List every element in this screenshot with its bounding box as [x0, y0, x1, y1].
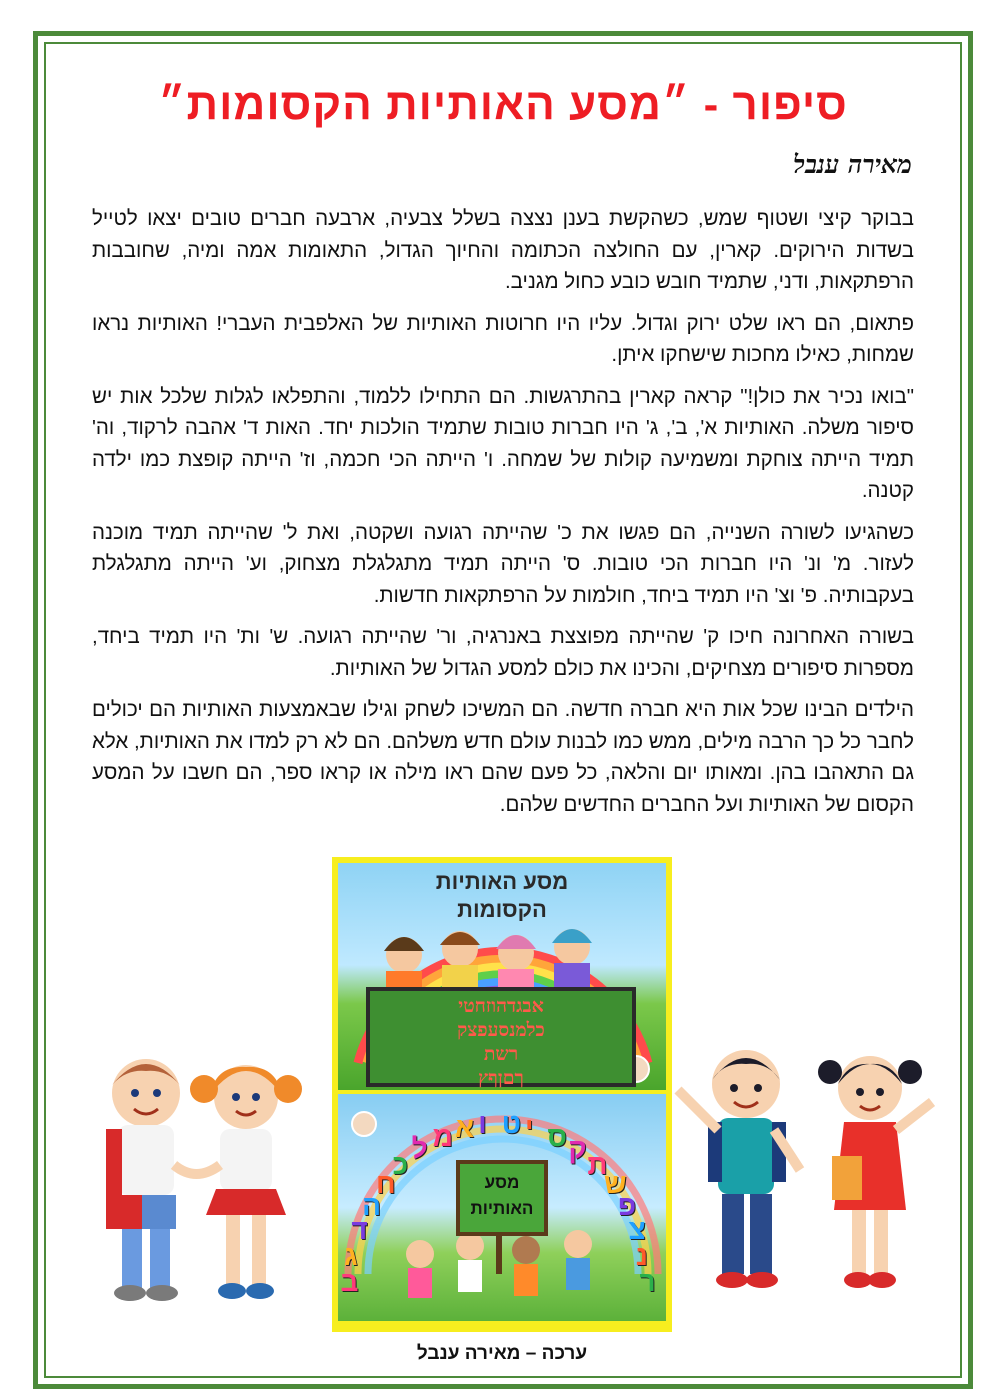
arc-letter: צ	[628, 1213, 646, 1245]
cover-bottom-panel	[338, 1094, 666, 1321]
arc-letter: ל	[411, 1132, 428, 1164]
board-row: אבגדהוזחטי	[458, 995, 544, 1017]
arc-letter: ו	[478, 1108, 487, 1140]
arc-letter: ת	[587, 1148, 608, 1180]
story-paragraph: הילדים הבינו שכל אות היא חברה חדשה. הם המשיכו לשחק וגילו שבאמצעות האותיות הם יכולים לחבר כל כך הרבה מילים, ממש כמו לבנות עולם חדש משלהם. הם לא רק למדו את האותיות, אלא גם התאהבו בהן. ומאותו יום והלאה, כל פעם שהם ראו מילה או קראו ספר, הם חשבו על המסע הקסום של האותיות ועל החברים החדשים שלהם.	[92, 698, 914, 816]
arc-letter: י	[525, 1112, 534, 1144]
sign-line1: מסע	[484, 1173, 520, 1192]
board-row: כלמנסעפצק	[457, 1019, 545, 1041]
board-row: רשת	[483, 1043, 519, 1065]
arc-letter: כ	[392, 1148, 409, 1180]
arc-letter: ר	[639, 1266, 656, 1298]
arc-letter: ח	[375, 1167, 396, 1199]
arc-letter: א	[454, 1112, 475, 1144]
arc-letter: נ	[635, 1239, 648, 1271]
cover-title-line2: הקסומות	[457, 897, 547, 922]
arc-letter: ב	[340, 1266, 359, 1298]
arc-letter: ס	[547, 1120, 567, 1152]
story-body	[92, 203, 914, 830]
arc-letter: ק	[568, 1132, 587, 1164]
cover-title-line1: מסע האותיות	[435, 869, 569, 894]
sign-line2: האותיות	[470, 1199, 534, 1218]
book-cover-image	[332, 857, 672, 1332]
author-name: מאירה ענבל	[793, 150, 912, 179]
story-paragraph: בבוקר קיצי ושטוף שמש, כשהקשת בענן נצצה בשלל צבעיה, ארבעה חברים טובים יצאו לטייל בשדות הירוקים. קארין, עם החולצה הכתומה והחיוך הגדול, התאומות אמה ומיה, שחובבות הרפתקאות, ודני, שתמיד חובש כובע כחול מגניב.	[92, 207, 914, 293]
cover-top-panel	[338, 863, 666, 1090]
board-row: ךםןףץ	[478, 1067, 524, 1089]
story-paragraph: כשהגיעו לשורה השנייה, הם פגשו את כ' שהייתה רגועה ושקטה, ואת ל' שהייתה תמיד מוכנה לעזור. מ' ונ' היו חברות הכי טובות. ס' הייתה תמיד מתגלגלת מצחוק, וע' הייתה מתגלגלת בעקבותיה. פ' וצ' היו תמיד ביחד, חולמות על הרפתקאות חדשות.	[92, 520, 914, 607]
alphabet-board	[366, 987, 636, 1087]
arc-letter: ט	[501, 1108, 522, 1140]
arc-letters	[338, 1094, 666, 1321]
kids-with-backpacks-illustration	[670, 1040, 950, 1305]
story-paragraph: פתאום, הם ראו שלט ירוק וגדול. עליו היו חרוטות האותיות של האלפבית העברי! האותיות נראו שמחות, כאילו מחכות שישחקו איתן.	[92, 311, 914, 366]
arc-letter: ד	[351, 1213, 368, 1245]
arc-letter: ג	[344, 1239, 358, 1271]
story-paragraph: "בואו נכיר את כולן!" קראה קארין בהתרגשות. הם התחילו ללמוד, והתפלאו לגלות שלכל אות יש סיפור משלה. האותיות א', ב', ג' היו חברות טובות שתמיד הולכות יחד. האות ד' אהבה לרקוד, וה' תמיד הייתה צוחקת ומשמיעה קולות של שמחה. ו' הייתה הכי חכמה, וז' הייתה קופצת כמו ילדה קטנה.	[92, 384, 914, 502]
page-title: סיפור - ״מסע האותיות הקסומות״	[158, 80, 848, 129]
story-paragraph: בשורה האחרונה חיכו ק' שהייתה מפוצצת באנרגיה, ור' שהייתה רגועה. ש' ות' היו תמיד ביחד, מספרות סיפורים מצחיקים, והכינו את כולם למסע הגדול של האותיות.	[92, 625, 914, 680]
arc-letter: מ	[432, 1120, 453, 1152]
arc-letter: ה	[362, 1189, 382, 1221]
cover-caption: ערכה – מאירה ענבל	[416, 1343, 588, 1364]
kids-holding-hands-illustration	[86, 1045, 306, 1310]
arc-letter: ש	[604, 1167, 627, 1199]
arc-letter: פ	[617, 1189, 637, 1221]
